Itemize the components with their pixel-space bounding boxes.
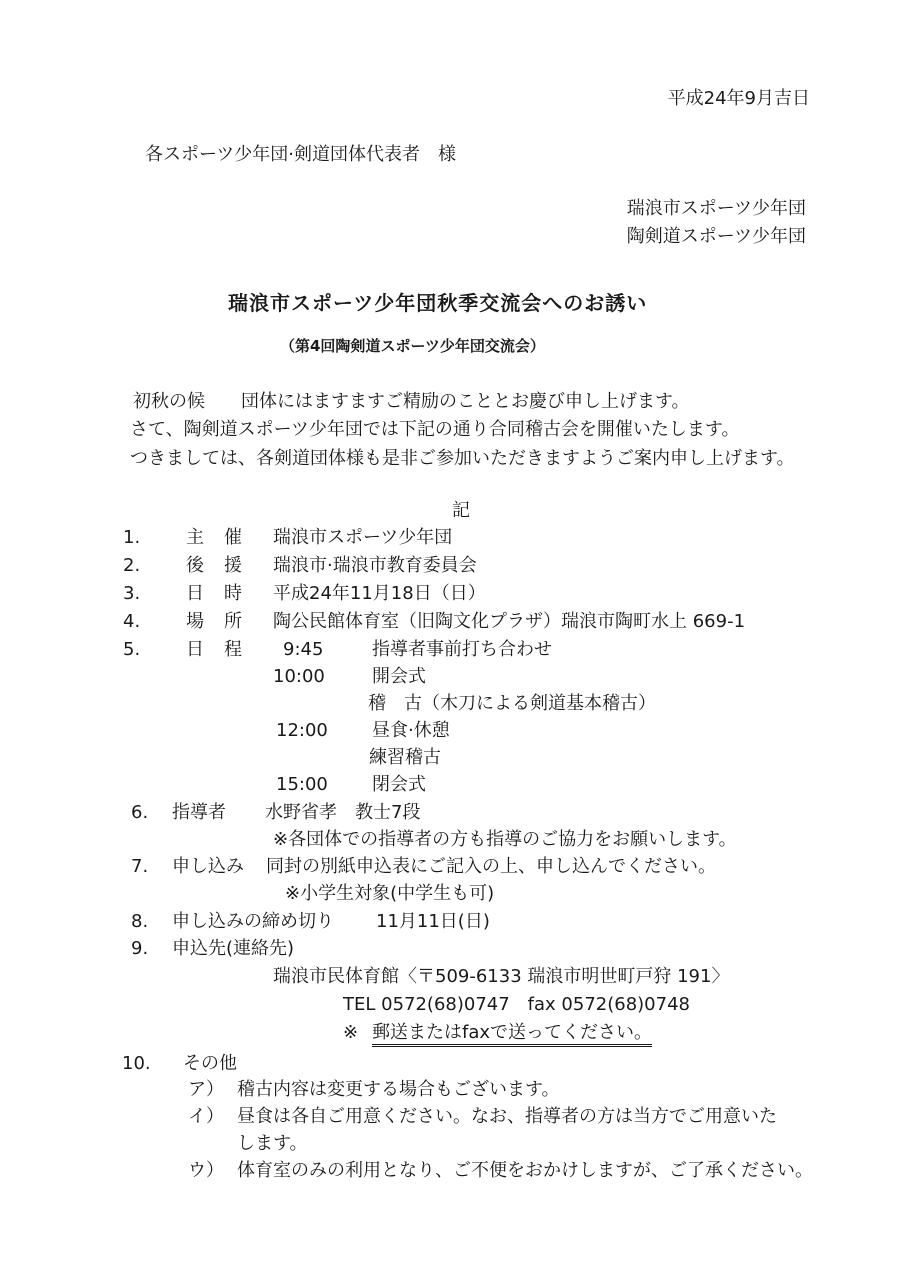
- ki-heading: 記: [452, 500, 470, 521]
- item-note: ※各団体での指導者の方も指導のご協力をお願いします。: [273, 829, 737, 850]
- item-value: 同封の別紙申込表にご記入の上、申し込んでください。: [266, 856, 716, 877]
- schedule-event: 昼食·休憩: [372, 720, 450, 741]
- item-number: 2.: [123, 555, 141, 576]
- contact-note: 郵送またはfaxで送ってください。: [372, 1024, 652, 1047]
- item-number: 6.: [131, 802, 149, 823]
- item-label: 指導者: [172, 802, 226, 823]
- item-note: ※小学生対象(中学生も可): [285, 883, 495, 904]
- document-date: 平成24年9月吉日: [667, 88, 810, 109]
- item-number: 4.: [123, 611, 141, 632]
- item-label: その他: [183, 1053, 237, 1074]
- other-mark: ウ）: [188, 1160, 224, 1181]
- item-value: 陶公民館体育室（旧陶文化プラザ）瑞浪市陶町水上 669-1: [273, 611, 746, 632]
- schedule-time: 12:00: [276, 720, 328, 741]
- sender-line-1: 瑞浪市スポーツ少年団: [626, 198, 806, 219]
- item-label: 後 援: [186, 555, 243, 576]
- other-text: 稽古内容は変更する場合もございます。: [237, 1079, 560, 1100]
- item-number: 10.: [122, 1053, 151, 1074]
- document-title: 瑞浪市スポーツ少年団秋季交流会へのお誘い: [228, 291, 648, 315]
- item-value: 11月11日(日): [376, 911, 490, 932]
- item-label: 申込先(連絡先): [172, 938, 295, 959]
- body-line-2: さて、陶剣道スポーツ少年団では下記の通り合同稽古会を開催いたします。: [130, 419, 740, 440]
- item-value: 平成24年11月18日（日）: [273, 583, 486, 604]
- sender-line-2: 陶剣道スポーツ少年団: [626, 226, 806, 247]
- schedule-event: 閉会式: [372, 774, 426, 795]
- schedule-time: 9:45: [283, 639, 324, 660]
- other-mark: イ）: [188, 1106, 224, 1127]
- other-text-continued: します。: [237, 1133, 308, 1154]
- other-text: 昼食は各自ご用意ください。なお、指導者の方は当方でご用意いた: [237, 1106, 777, 1127]
- item-label: 主 催: [186, 527, 243, 548]
- other-text: 体育室のみの利用となり、ご不便をおかけしますが、ご了承ください。: [237, 1160, 813, 1181]
- schedule-event: 指導者事前打ち合わせ: [372, 639, 552, 660]
- body-line-1: 初秋の候 団体にはますますご精励のこととお慶び申し上げます。: [133, 391, 690, 412]
- schedule-event: 稽 古（木刀による剣道基本稽古）: [368, 693, 656, 714]
- item-value: 瑞浪市·瑞浪市教育委員会: [273, 555, 477, 576]
- item-number: 5.: [123, 639, 141, 660]
- addressee: 各スポーツ少年団·剣道団体代表者 様: [145, 144, 456, 165]
- item-number: 7.: [131, 856, 149, 877]
- item-value: 瑞浪市スポーツ少年団: [273, 527, 453, 548]
- item-label: 日 時: [186, 583, 243, 604]
- schedule-event: 練習稽古: [369, 747, 441, 768]
- body-line-3: つきましては、各剣道団体様も是非ご参加いただきますようご案内申し上げます。: [130, 448, 795, 469]
- item-label: 申し込みの締め切り: [172, 911, 334, 932]
- item-label: 申し込み: [172, 856, 244, 877]
- contact-phone-fax: TEL 0572(68)0747 fax 0572(68)0748: [343, 994, 690, 1015]
- item-value: 水野省孝 教士7段: [265, 802, 421, 823]
- document-subtitle: （第4回陶剣道スポーツ少年団交流会）: [280, 337, 545, 355]
- item-number: 1.: [123, 527, 141, 548]
- contact-organization: 瑞浪市民体育館〈〒509-6133 瑞浪市明世町戸狩 191〉: [273, 966, 730, 987]
- item-number: 3.: [123, 583, 141, 604]
- item-number: 8.: [131, 911, 149, 932]
- schedule-time: 15:00: [276, 774, 328, 795]
- schedule-event: 開会式: [372, 666, 426, 687]
- item-label: 日 程: [186, 639, 243, 660]
- item-label: 場 所: [186, 611, 243, 632]
- contact-note-mark: ※: [343, 1022, 359, 1043]
- other-mark: ア）: [188, 1079, 224, 1100]
- schedule-time: 10:00: [273, 666, 325, 687]
- item-number: 9.: [131, 938, 149, 959]
